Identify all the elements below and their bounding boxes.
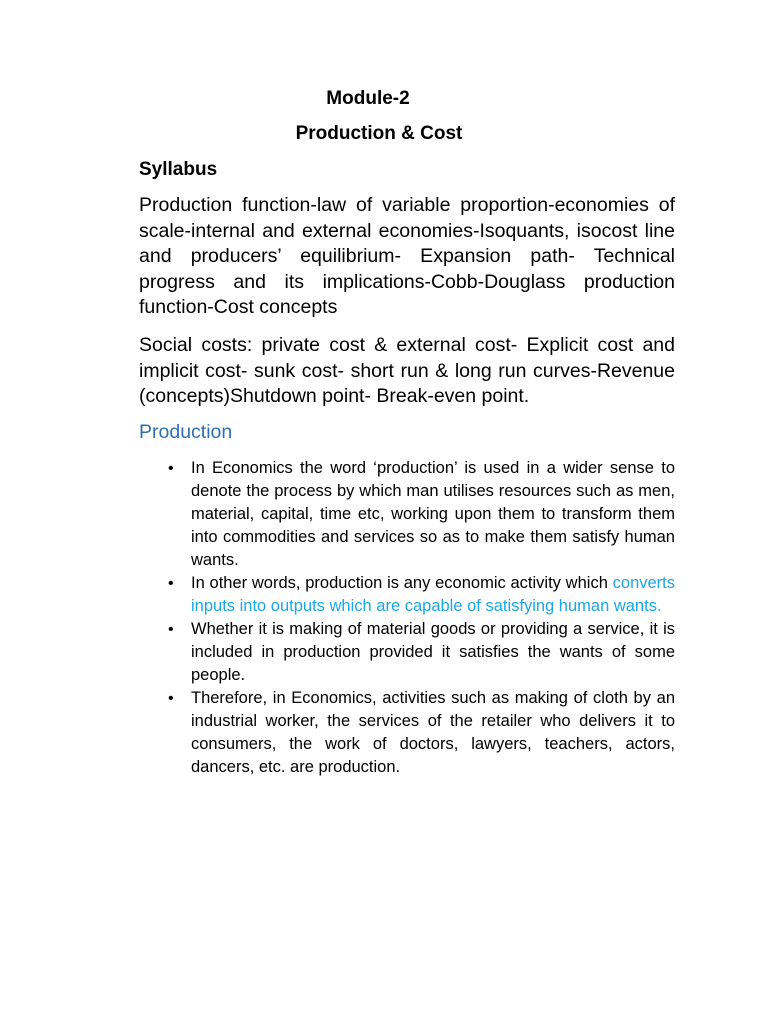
list-item	[139, 618, 675, 687]
list-item-text: Therefore, in Economics, activities such as making of cloth by an industrial worker, the services of the retailer who delivers it to consumers, the work of doctors, lawyers, teachers, actors, dancers, etc. are production.	[191, 689, 675, 776]
module-title: Module-2	[326, 88, 410, 109]
bullet-icon: •	[168, 460, 174, 477]
list-item-text: In other words, production is any economic activity which	[191, 574, 613, 592]
list-item-text: In Economics the word ‘production’ is used in a wider sense to denote the process by which man utilises resources such as men, material, capital, time etc, working upon them to transform them into commodities and services so as to make them satisfy human wants.	[191, 459, 675, 569]
list-item	[139, 572, 675, 618]
syllabus-paragraph-1: Production function-law of variable proportion-economies of scale-internal and external economies-Isoquants, isocost line and producers’ equilibrium- Expansion path- Technical progress and its implications-Cobb-Douglass production function-Cost concepts	[139, 194, 675, 319]
list-item-text: Whether it is making of material goods or providing a service, it is included in production provided it satisfies the wants of some people.	[191, 620, 675, 684]
syllabus-heading: Syllabus	[139, 159, 218, 180]
syllabus-paragraph-2: Social costs: private cost & external cost- Explicit cost and implicit cost- sunk cost- short run & long run curves-Revenue (concepts)Shutdown point- Break-even point.	[139, 334, 675, 408]
section-heading-production: Production	[139, 421, 233, 443]
page-subtitle: Production & Cost	[295, 123, 463, 144]
bullet-icon: •	[168, 575, 174, 592]
bullet-icon: •	[168, 690, 174, 707]
highlighted-definition: converts inputs into outputs which are capable of satisfying human wants.	[191, 574, 675, 615]
list-item	[139, 457, 675, 572]
bullet-icon: •	[168, 621, 174, 638]
bullet-list	[139, 457, 675, 779]
list-item	[139, 687, 675, 779]
